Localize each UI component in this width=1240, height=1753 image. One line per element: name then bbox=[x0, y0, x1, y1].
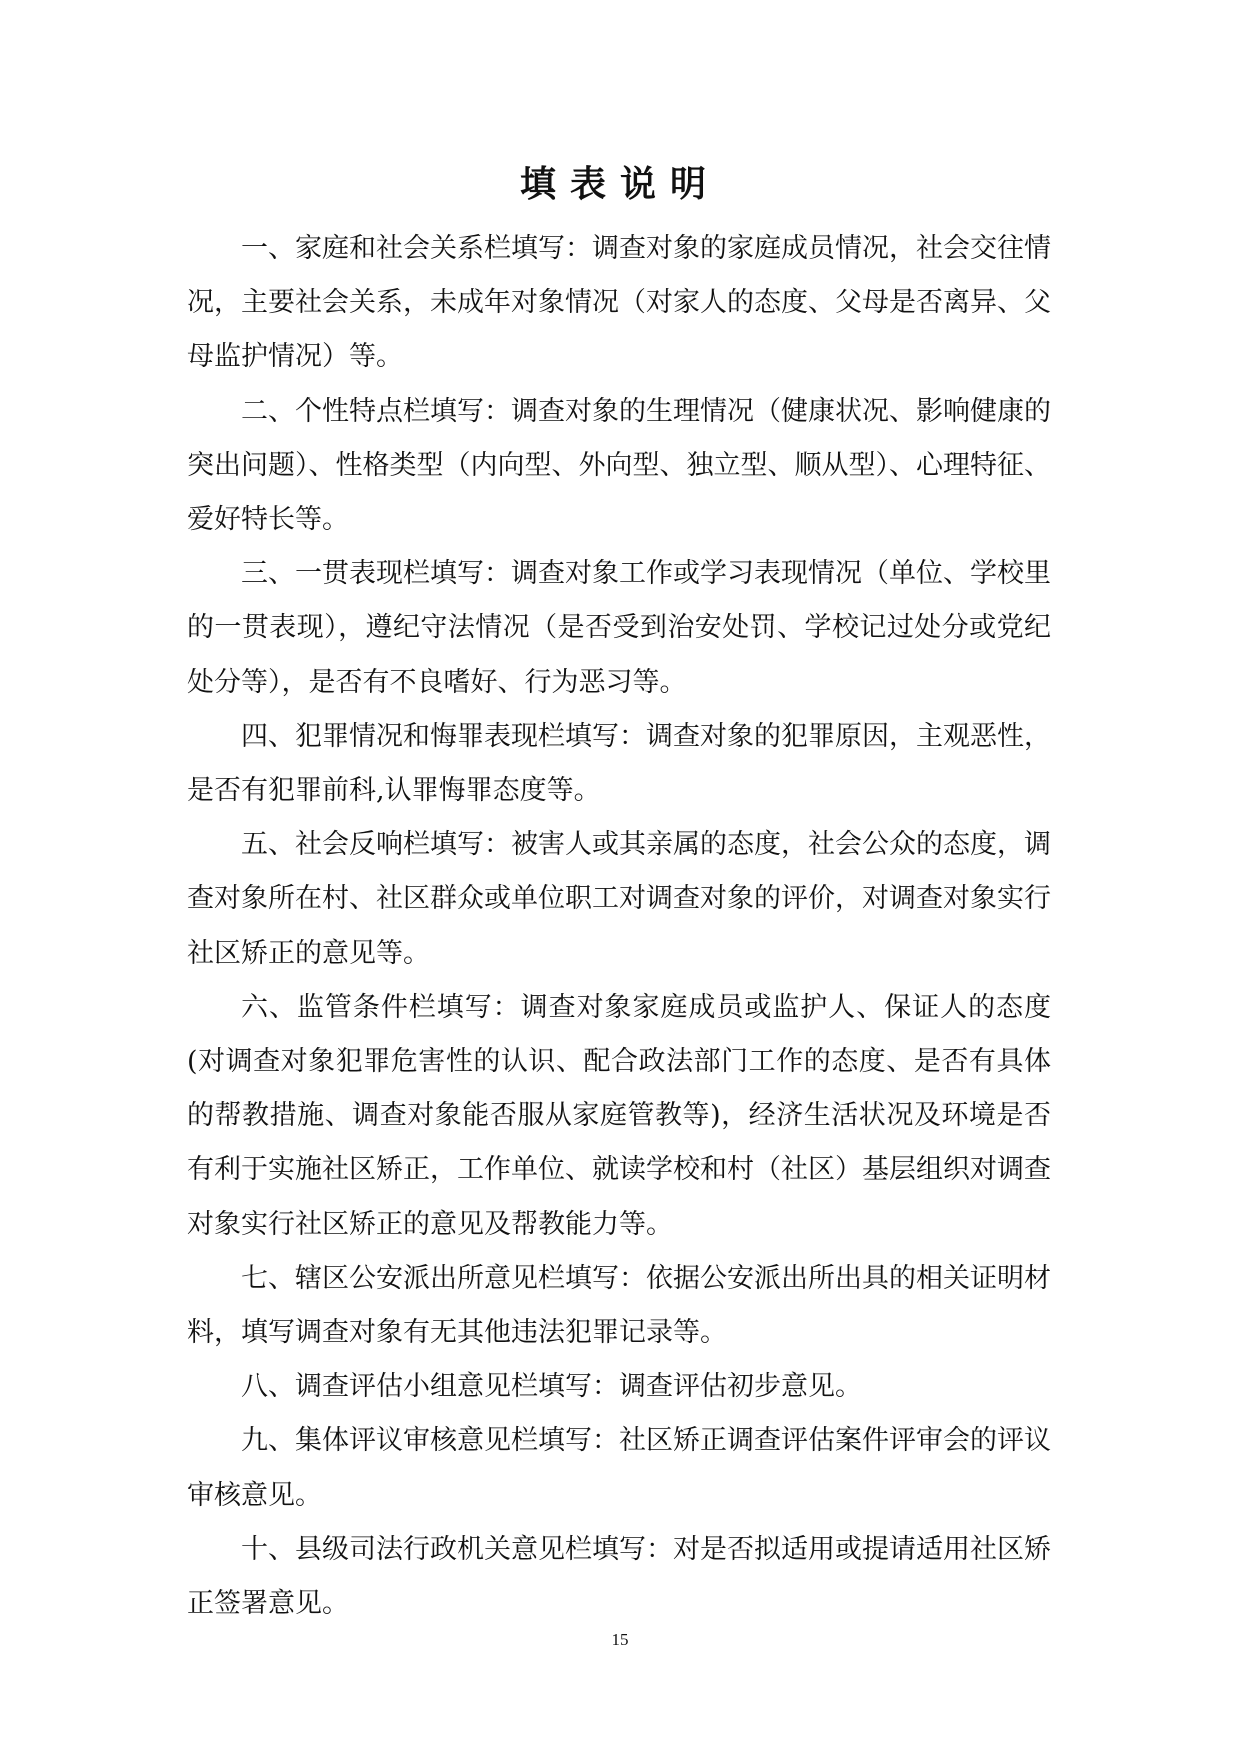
instruction-paragraph-1: 一、家庭和社会关系栏填写：调查对象的家庭成员情况，社会交往情况，主要社会关系，未成年对象情况（对家人的态度、父母是否离异、父母监护情况）等。 bbox=[187, 233, 1051, 373]
instruction-paragraph-3: 三、一贯表现栏填写：调查对象工作或学习表现情况（单位、学校里的一贯表现），遵纪守法情况（是否受到治安处罚、学校记过处分或党纪处分等），是否有不良嗜好、行为恶习等。 bbox=[187, 558, 1051, 698]
page-title: 填表说明 bbox=[519, 163, 720, 205]
instructions-body bbox=[187, 222, 1051, 1631]
instruction-paragraph-7: 七、辖区公安派出所意见栏填写：依据公安派出所出具的相关证明材料，填写调查对象有无其他违法犯罪记录等。 bbox=[187, 1262, 1051, 1349]
instruction-paragraph-5: 五、社会反响栏填写：被害人或其亲属的态度，社会公众的态度，调查对象所在村、社区群众或单位职工对调查对象的评价，对调查对象实行社区矫正的意见等。 bbox=[187, 829, 1051, 969]
instruction-paragraph-2: 二、个性特点栏填写：调查对象的生理情况（健康状况、影响健康的突出问题）、性格类型（内向型、外向型、独立型、顺从型）、心理特征、爱好特长等。 bbox=[187, 395, 1051, 536]
instruction-paragraph-10: 十、县级司法行政机关意见栏填写：对是否拟适用或提请适用社区矫正签署意见。 bbox=[187, 1533, 1051, 1620]
page-number: 15 bbox=[611, 1630, 629, 1649]
instruction-paragraph-8: 八、调查评估小组意见栏填写：调查评估初步意见。 bbox=[241, 1371, 862, 1403]
instruction-paragraph-6: 六、监管条件栏填写：调查对象家庭成员或监护人、保证人的态度(对调查对象犯罪危害性的认识、配合政法部门工作的态度、是否有具体的帮教措施、调查对象能否服从家庭管教等)，经济生活状况及环境是否有利于实施社区矫正，工作单位、就读学校和村（社区）基层组织对调查对象实行社区矫正的意见及帮教能力等。 bbox=[187, 991, 1051, 1240]
instruction-paragraph-9: 九、集体评议审核意见栏填写：社区矫正调查评估案件评审会的评议审核意见。 bbox=[187, 1425, 1051, 1511]
instruction-paragraph-4: 四、犯罪情况和悔罪表现栏填写：调查对象的犯罪原因，主观恶性，是否有犯罪前科,认罪悔罪态度等。 bbox=[187, 720, 1051, 807]
